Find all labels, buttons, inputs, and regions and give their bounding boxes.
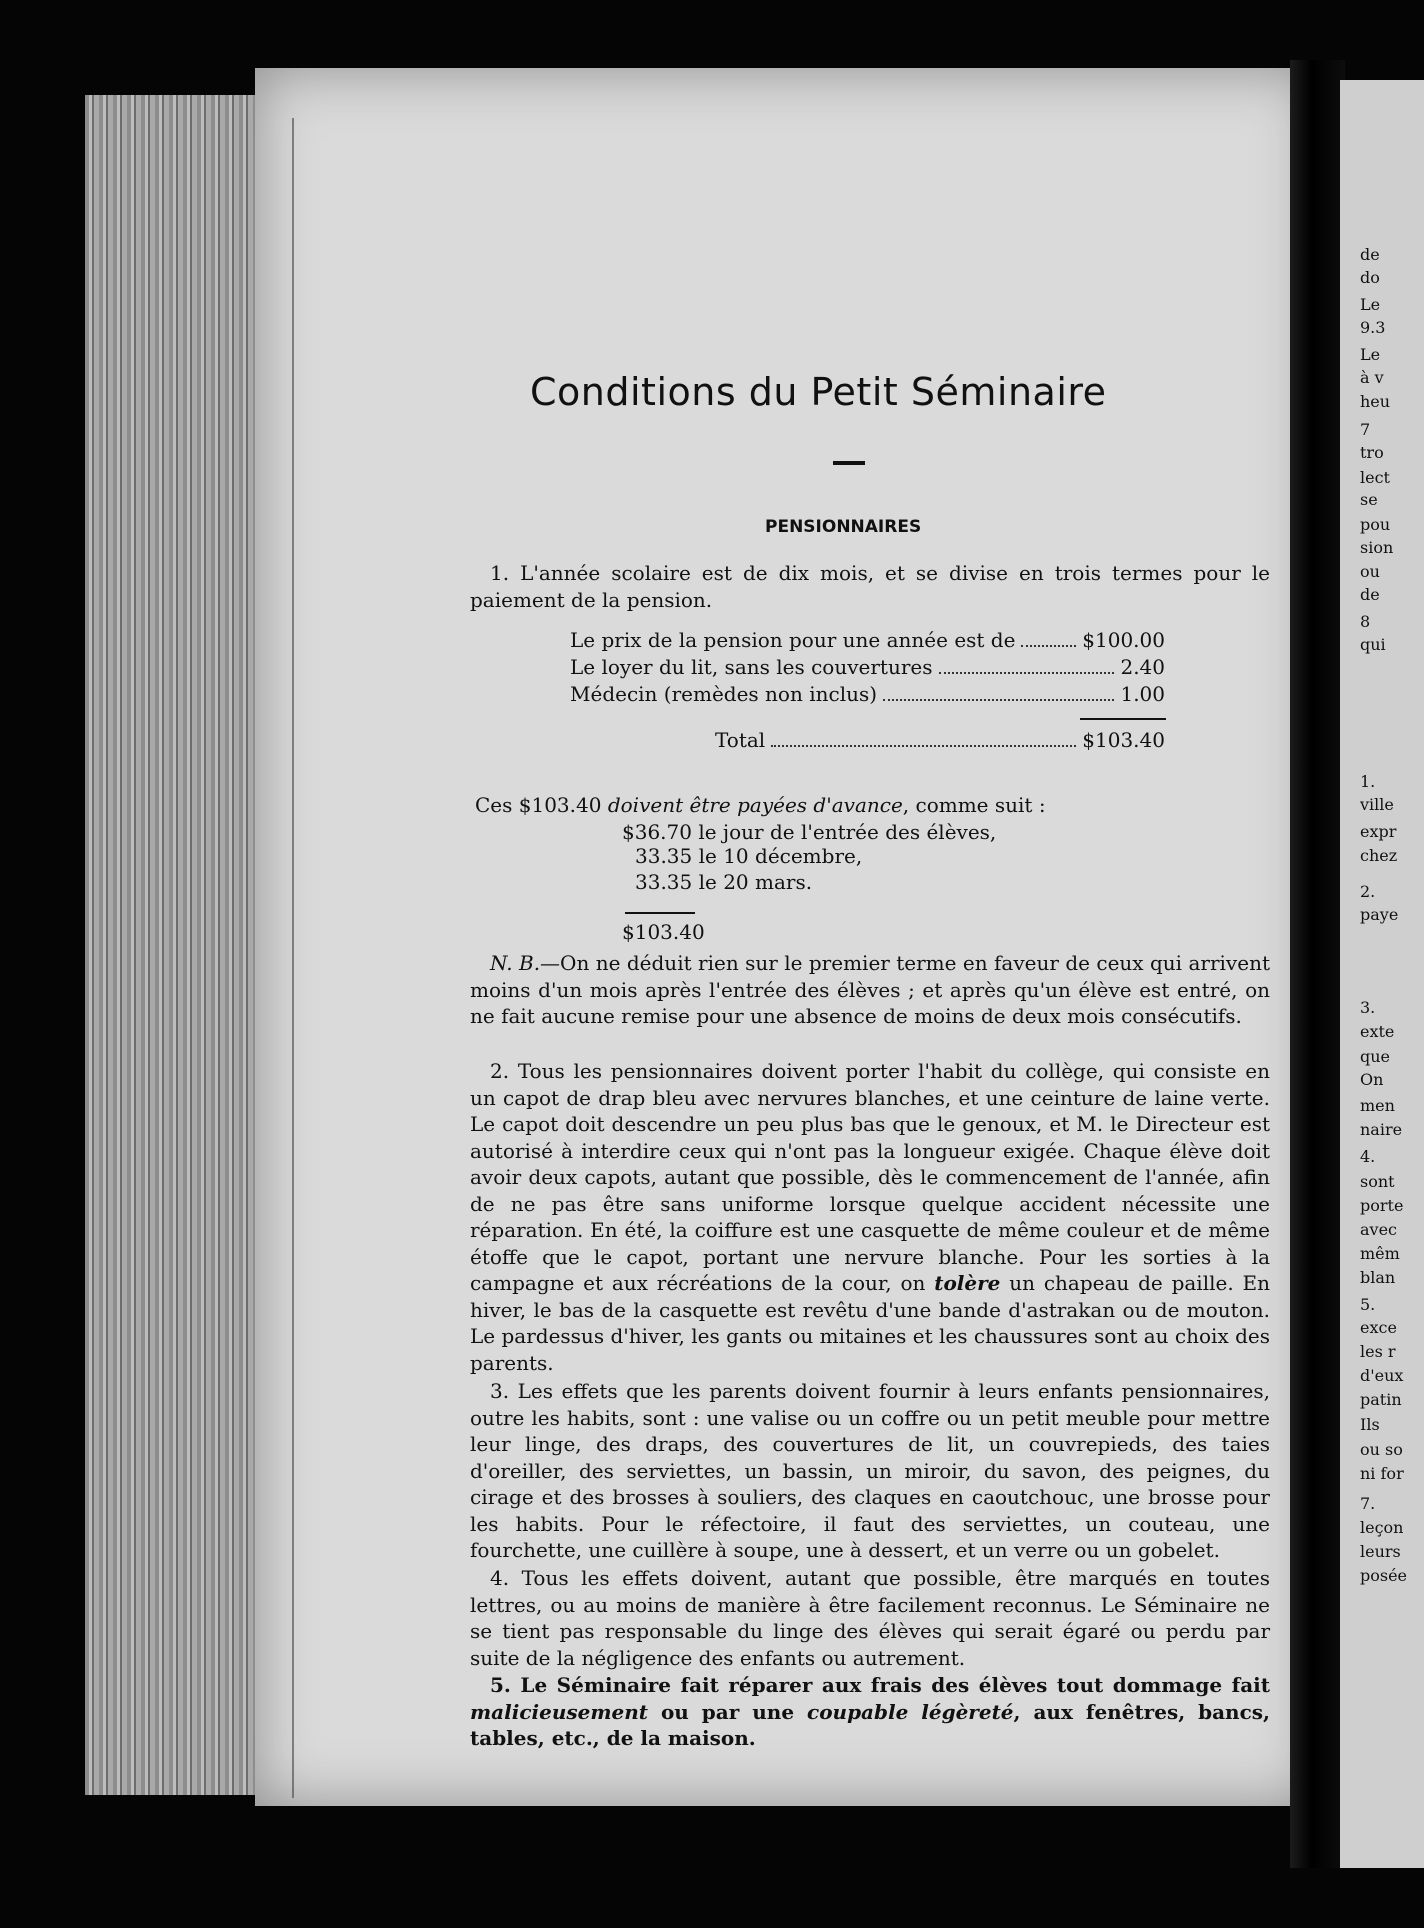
right-page-text-fragment: leçon	[1360, 1518, 1404, 1537]
right-page-text-fragment: 3.	[1360, 998, 1376, 1017]
right-page-text-fragment: 8	[1360, 612, 1371, 631]
right-page-text-fragment: ville	[1360, 795, 1394, 814]
right-page-text-fragment: 7.	[1360, 1494, 1376, 1513]
book-gutter	[1290, 60, 1345, 1868]
right-page-text-fragment: de	[1360, 245, 1380, 264]
nb-label: N. B.	[490, 951, 541, 975]
leader-dots	[771, 745, 1076, 747]
right-page-text-fragment: On	[1360, 1070, 1384, 1089]
right-page-text-fragment: 4.	[1360, 1147, 1376, 1166]
fee-total-row	[715, 728, 1165, 752]
right-page-text-fragment: ou so	[1360, 1440, 1403, 1459]
right-page-text-fragment: qui	[1360, 635, 1386, 654]
p5-text-b: ou par une	[648, 1699, 808, 1724]
page-title: Conditions du Petit Séminaire	[530, 370, 1107, 414]
paragraph-5	[470, 1672, 1270, 1752]
right-page-text-fragment: blan	[1360, 1268, 1396, 1287]
right-page-text-fragment: porte	[1360, 1196, 1404, 1215]
fee-amount: $100.00	[1082, 628, 1165, 652]
right-page-text-fragment: 9.3	[1360, 318, 1386, 337]
right-page-text-fragment: pou	[1360, 515, 1391, 534]
nb-paragraph	[470, 950, 1270, 1030]
right-page-text-fragment: expr	[1360, 822, 1397, 841]
fee-label: Le prix de la pension pour une année est de	[570, 628, 1016, 652]
payment-rule	[625, 912, 695, 914]
right-page-fragment	[1340, 80, 1424, 1868]
section-heading: PENSIONNAIRES	[765, 517, 922, 537]
right-page-text-fragment: mêm	[1360, 1244, 1400, 1263]
right-page-text-fragment: avec	[1360, 1220, 1398, 1239]
leader-dots	[1021, 645, 1076, 647]
right-page-text-fragment: heu	[1360, 392, 1391, 411]
title-rule	[833, 461, 865, 465]
advance-prefix: Ces $103.40	[475, 793, 608, 817]
sum-rule	[1080, 718, 1166, 720]
right-page-text-fragment: 7	[1360, 420, 1371, 439]
paragraph-4: 4. Tous les effets doivent, autant que possible, être marqués en toutes lettres, ou au moins de manière à être facilement reconnus. Le Séminaire ne se tient pas responsable du linge des élèves qui serait égaré ou perdu par suite de la négligence des enfants ou autrement.	[470, 1566, 1270, 1670]
right-page-text-fragment: ou	[1360, 562, 1380, 581]
right-page-text-fragment: do	[1360, 268, 1380, 287]
right-page-text-fragment: leurs	[1360, 1542, 1401, 1561]
advance-sentence	[475, 795, 1046, 815]
p2-text-b: un chapeau de paille. En hiver, le bas de la casquette est revêtu d'une bande d'astrakan ou de mouton. Le pardessus d'hiver, les gants ou mitaines et les chaussures sont au choix des parents.	[470, 1271, 1270, 1375]
payment-line: 33.35 le 20 mars.	[635, 870, 813, 894]
intro-paragraph: 1. L'année scolaire est de dix mois, et se divise en trois termes pour le paiement de la pension.	[470, 561, 1270, 612]
leader-dots	[883, 699, 1114, 701]
p5-text-a: 5. Le Séminaire fait réparer aux frais des élèves tout dommage fait	[490, 1673, 1270, 1697]
right-page-text-fragment: exte	[1360, 1022, 1395, 1041]
fee-row	[570, 655, 1165, 679]
right-page-text-fragment: que	[1360, 1047, 1391, 1066]
right-page-text-fragment: les r	[1360, 1342, 1396, 1361]
p5-italic-1: malicieusement	[470, 1699, 649, 1724]
right-page-text-fragment: 5.	[1360, 1295, 1376, 1314]
right-page-text-fragment: exce	[1360, 1318, 1397, 1337]
right-page-text-fragment: 2.	[1360, 882, 1376, 901]
fee-amount: 1.00	[1120, 682, 1165, 706]
right-page-text-fragment: Le	[1360, 345, 1381, 364]
payment-line: 33.35 le 10 décembre,	[635, 844, 863, 868]
right-page-text-fragment: Le	[1360, 295, 1381, 314]
leader-dots	[939, 672, 1115, 674]
right-page-text-fragment: men	[1360, 1096, 1395, 1115]
right-page-text-fragment: tro	[1360, 443, 1384, 462]
payment-line: $36.70 le jour de l'entrée des élèves,	[622, 820, 997, 844]
right-page-text-fragment: ni for	[1360, 1464, 1404, 1483]
fee-amount: 2.40	[1120, 655, 1165, 679]
fee-amount: $103.40	[1082, 728, 1165, 752]
right-page-text-fragment: sont	[1360, 1172, 1395, 1191]
right-page-text-fragment: patin	[1360, 1390, 1402, 1409]
fee-label: Le loyer du lit, sans les couvertures	[570, 655, 933, 679]
right-page-text-fragment: Ils	[1360, 1415, 1380, 1434]
advance-suffix: , comme suit :	[902, 793, 1046, 817]
right-page-text-fragment: de	[1360, 585, 1380, 604]
right-page-text-fragment: à v	[1360, 368, 1384, 387]
fee-row	[570, 628, 1165, 652]
page-fold-line	[292, 118, 294, 1798]
right-page-text-fragment: posée	[1360, 1566, 1408, 1585]
paragraph-3: 3. Les effets que les parents doivent fournir à leurs enfants pensionnaires, outre les habits, sont : une valise ou un coffre ou un petit meuble pour mettre leur linge, des draps, des couvertures de lit, un couvrepieds, des taies d'oreiller, des serviettes, un bassin, un miroir, du savon, des peignes, du cirage et des brosses à souliers, des claques en caoutchouc, une brosse pour les habits. Pour le réfectoire, il faut des serviettes, un couteau, une fourchette, une cuillère à soupe, une à dessert, et un verre ou un gobelet.	[470, 1379, 1270, 1562]
right-page-text-fragment: se	[1360, 490, 1378, 509]
nb-text: —On ne déduit rien sur le premier terme en faveur de ceux qui arrivent moins d'un mois après l'entrée des élèves ; et après qu'un élève est entré, on ne fait aucune remise pour une absence de moins de deux mois consécutifs.	[470, 951, 1270, 1028]
p5-text-c: , aux fenêtres, bancs, tables, etc., de la maison.	[470, 1699, 1270, 1750]
right-page-text-fragment: sion	[1360, 538, 1394, 557]
right-page-text-fragment: lect	[1360, 468, 1390, 487]
payment-total: $103.40	[622, 920, 705, 944]
fee-label: Médecin (remèdes non inclus)	[570, 682, 878, 706]
fee-label: Total	[715, 728, 766, 752]
right-page-text-fragment: naire	[1360, 1120, 1403, 1139]
right-page-text-fragment: d'eux	[1360, 1366, 1404, 1385]
right-page-text-fragment: paye	[1360, 905, 1399, 924]
p5-italic-2: coupable légèreté	[807, 1699, 1014, 1724]
p2-italic: tolère	[934, 1271, 1001, 1295]
fee-row	[570, 682, 1165, 706]
paragraph-2	[470, 1058, 1270, 1376]
p2-text-a: 2. Tous les pensionnaires doivent porter l'habit du collège, qui consiste en un capot de drap bleu avec nervures blanches, et une ceinture de laine verte. Le capot doit descendre un peu plus bas que le genoux, et M. le Directeur est autorisé à interdire ceux qui n'ont pas la longueur exigée. Chaque élève doit avoir deux capots, autant que possible, dès le commencement de l'année, afin de ne pas être sans uniforme lorsque quelque accident nécessite une réparation. En été, la coiffure est une casquette de même couleur et de même étoffe que le capot, portant une nervure blanche. Pour les sorties à la campagne et aux récréations de la cour, on	[470, 1059, 1270, 1295]
right-page-text-fragment: 1.	[1360, 772, 1376, 791]
advance-italic: doivent être payées d'avance	[607, 793, 903, 817]
right-page-text-fragment: chez	[1360, 846, 1398, 865]
